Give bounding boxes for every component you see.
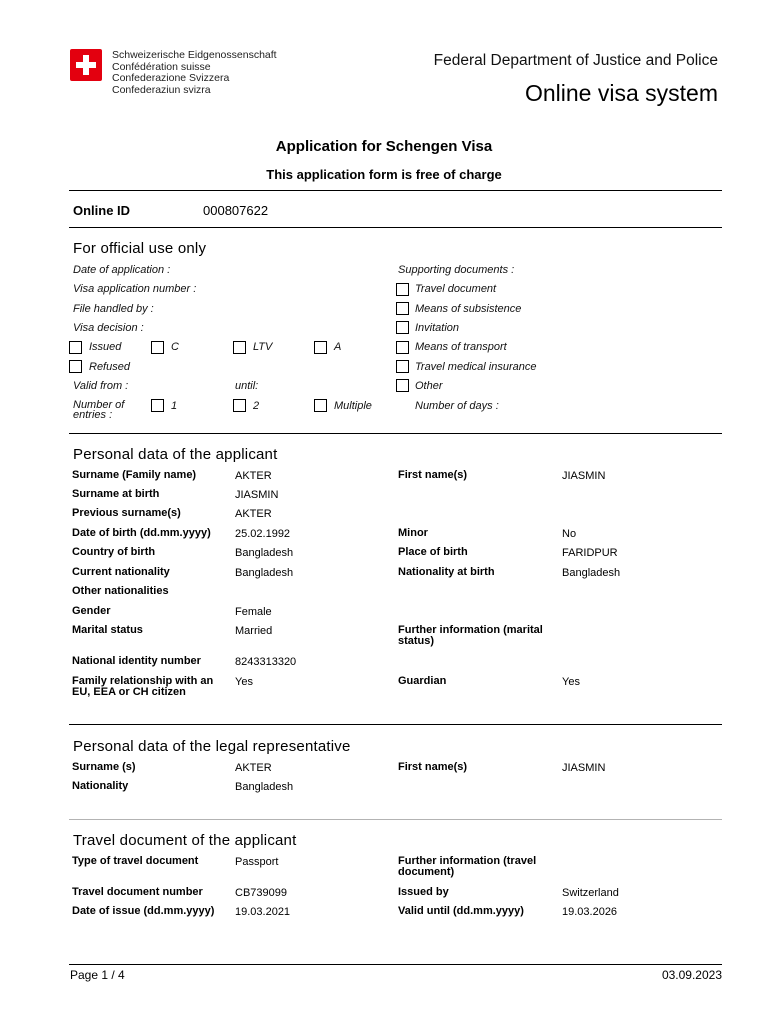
entries-1-checkbox[interactable] xyxy=(151,399,164,412)
page-title: Application for Schengen Visa xyxy=(275,138,493,155)
means-of-transport-checkbox[interactable] xyxy=(396,341,409,354)
online-id-label: Online ID xyxy=(73,203,131,218)
legal-rep-nationality-value: Bangladesh xyxy=(235,781,294,793)
dob-value: 25.02.1992 xyxy=(235,528,291,540)
surname-at-birth-value: JIASMIN xyxy=(235,489,279,501)
place-of-birth-label: Place of birth xyxy=(398,546,468,558)
entries-multiple-checkbox[interactable] xyxy=(314,399,327,412)
legal-rep-first-names-value: JIASMIN xyxy=(562,762,606,774)
swiss-flag-icon xyxy=(70,49,102,81)
surname-value: AKTER xyxy=(235,470,272,482)
travel-doc-number-value: CB739099 xyxy=(235,887,287,899)
other-checkbox[interactable] xyxy=(396,379,409,392)
applicant-heading: Personal data of the applicant xyxy=(73,446,278,463)
nationality-at-birth-value: Bangladesh xyxy=(562,567,621,579)
invitation-checkbox[interactable] xyxy=(396,321,409,334)
official-use-heading: For official use only xyxy=(73,240,207,257)
divider xyxy=(69,190,722,191)
entries-1-label: 1 xyxy=(171,400,178,412)
travel-doc-type-label: Type of travel document xyxy=(72,855,199,867)
entries-2-checkbox[interactable] xyxy=(233,399,246,412)
entries-2-label: 2 xyxy=(253,400,260,412)
previous-surnames-label: Previous surname(s) xyxy=(72,507,181,519)
travel-doc-number-label: Travel document number xyxy=(72,886,203,898)
country-of-birth-label: Country of birth xyxy=(72,546,156,558)
country-of-birth-value: Bangladesh xyxy=(235,547,294,559)
surname-at-birth-label: Surname at birth xyxy=(72,488,160,500)
refused-checkbox[interactable] xyxy=(69,360,82,373)
confed-de: Schweizerische Eidgenossenschaft xyxy=(112,49,277,61)
confed-rm: Confederaziun svizra xyxy=(112,83,211,96)
travel-document-label: Travel document xyxy=(415,283,497,295)
legal-rep-nationality-label: Nationality xyxy=(72,780,129,792)
page-subtitle: This application form is free of charge xyxy=(266,167,502,182)
visa-application-number-label: Visa application number : xyxy=(73,283,197,295)
valid-until-label: Valid until (dd.mm.yyyy) xyxy=(398,905,524,917)
date-of-issue-value: 19.03.2021 xyxy=(235,906,291,918)
first-names-value: JIASMIN xyxy=(562,470,606,482)
until-label: until: xyxy=(235,380,259,392)
marital-status-value: Married xyxy=(235,625,273,637)
travel-medical-insurance-label: Travel medical insurance xyxy=(415,361,537,373)
print-date: 03.09.2023 xyxy=(661,968,722,982)
page-number: Page 1 / 4 xyxy=(70,968,125,982)
gender-value: Female xyxy=(235,606,272,618)
previous-surnames-value: AKTER xyxy=(235,508,272,520)
supporting-documents-label: Supporting documents : xyxy=(398,264,515,276)
marital-status-label: Marital status xyxy=(72,624,143,636)
date-of-issue-label: Date of issue (dd.mm.yyyy) xyxy=(72,905,215,917)
number-of-days-label: Number of days : xyxy=(415,400,499,412)
travel-medical-insurance-checkbox[interactable] xyxy=(396,360,409,373)
divider xyxy=(69,724,722,725)
a-label: A xyxy=(334,341,342,353)
guardian-label: Guardian xyxy=(398,675,447,687)
issued-label: Issued xyxy=(89,341,122,353)
confederation-names xyxy=(112,50,277,96)
entries-multiple-label: Multiple xyxy=(334,400,372,412)
issued-checkbox[interactable] xyxy=(69,341,82,354)
minor-label: Minor xyxy=(398,527,428,539)
c-label: C xyxy=(171,341,179,353)
other-label: Other xyxy=(415,380,443,392)
invitation-label: Invitation xyxy=(415,322,460,334)
gender-label: Gender xyxy=(72,605,111,617)
issued-by-label: Issued by xyxy=(398,886,449,898)
further-marital-label: Further information (marital status) xyxy=(398,624,543,647)
minor-value: No xyxy=(562,528,577,540)
guardian-value: Yes xyxy=(562,676,580,688)
legal-rep-heading: Personal data of the legal representative xyxy=(73,738,351,755)
confed-it: Confederazione Svizzera xyxy=(112,72,230,85)
ltv-label: LTV xyxy=(253,341,273,353)
system-name: Online visa system xyxy=(524,80,718,106)
divider xyxy=(69,227,722,228)
valid-from-label: Valid from : xyxy=(73,380,129,392)
surname-label: Surname (Family name) xyxy=(72,469,197,481)
travel-doc-further-label: Further information (travel document) xyxy=(398,855,537,878)
first-names-label: First name(s) xyxy=(398,469,468,481)
divider xyxy=(69,819,722,820)
national-id-label: National identity number xyxy=(72,655,201,667)
refused-label: Refused xyxy=(89,361,130,373)
file-handled-by-label: File handled by : xyxy=(73,303,154,315)
online-id-value: 000807622 xyxy=(203,203,269,218)
valid-until-value: 19.03.2026 xyxy=(562,906,618,918)
national-id-value: 8243313320 xyxy=(235,656,297,668)
current-nationality-value: Bangladesh xyxy=(235,567,294,579)
c-checkbox[interactable] xyxy=(151,341,164,354)
legal-rep-surname-value: AKTER xyxy=(235,762,272,774)
family-relationship-label: Family relationship with an EU, EEA or CH citizen xyxy=(72,675,214,698)
visa-decision-label: Visa decision : xyxy=(73,322,144,334)
a-checkbox[interactable] xyxy=(314,341,327,354)
family-relationship-value: Yes xyxy=(235,676,253,688)
means-of-subsistence-checkbox[interactable] xyxy=(396,302,409,315)
number-of-entries-label: Number of entries : xyxy=(73,399,125,421)
department-name: Federal Department of Justice and Police xyxy=(433,52,718,69)
ltv-checkbox[interactable] xyxy=(233,341,246,354)
date-of-application-label: Date of application : xyxy=(73,264,171,276)
means-of-transport-label: Means of transport xyxy=(415,341,507,353)
travel-document-checkbox[interactable] xyxy=(396,283,409,296)
other-nationalities-label: Other nationalities xyxy=(72,585,169,597)
legal-rep-surname-label: Surname (s) xyxy=(72,761,136,773)
nationality-at-birth-label: Nationality at birth xyxy=(398,566,495,578)
legal-rep-first-names-label: First name(s) xyxy=(398,761,468,773)
place-of-birth-value: FARIDPUR xyxy=(562,547,618,559)
issued-by-value: Switzerland xyxy=(562,887,619,899)
current-nationality-label: Current nationality xyxy=(72,566,170,578)
travel-doc-type-value: Passport xyxy=(235,856,279,868)
divider xyxy=(69,433,722,434)
dob-label: Date of birth (dd.mm.yyyy) xyxy=(72,527,211,539)
confed-fr: Confédération suisse xyxy=(112,60,211,73)
means-of-subsistence-label: Means of subsistence xyxy=(415,303,522,315)
footer-divider xyxy=(69,964,722,965)
travel-doc-heading: Travel document of the applicant xyxy=(73,832,297,849)
